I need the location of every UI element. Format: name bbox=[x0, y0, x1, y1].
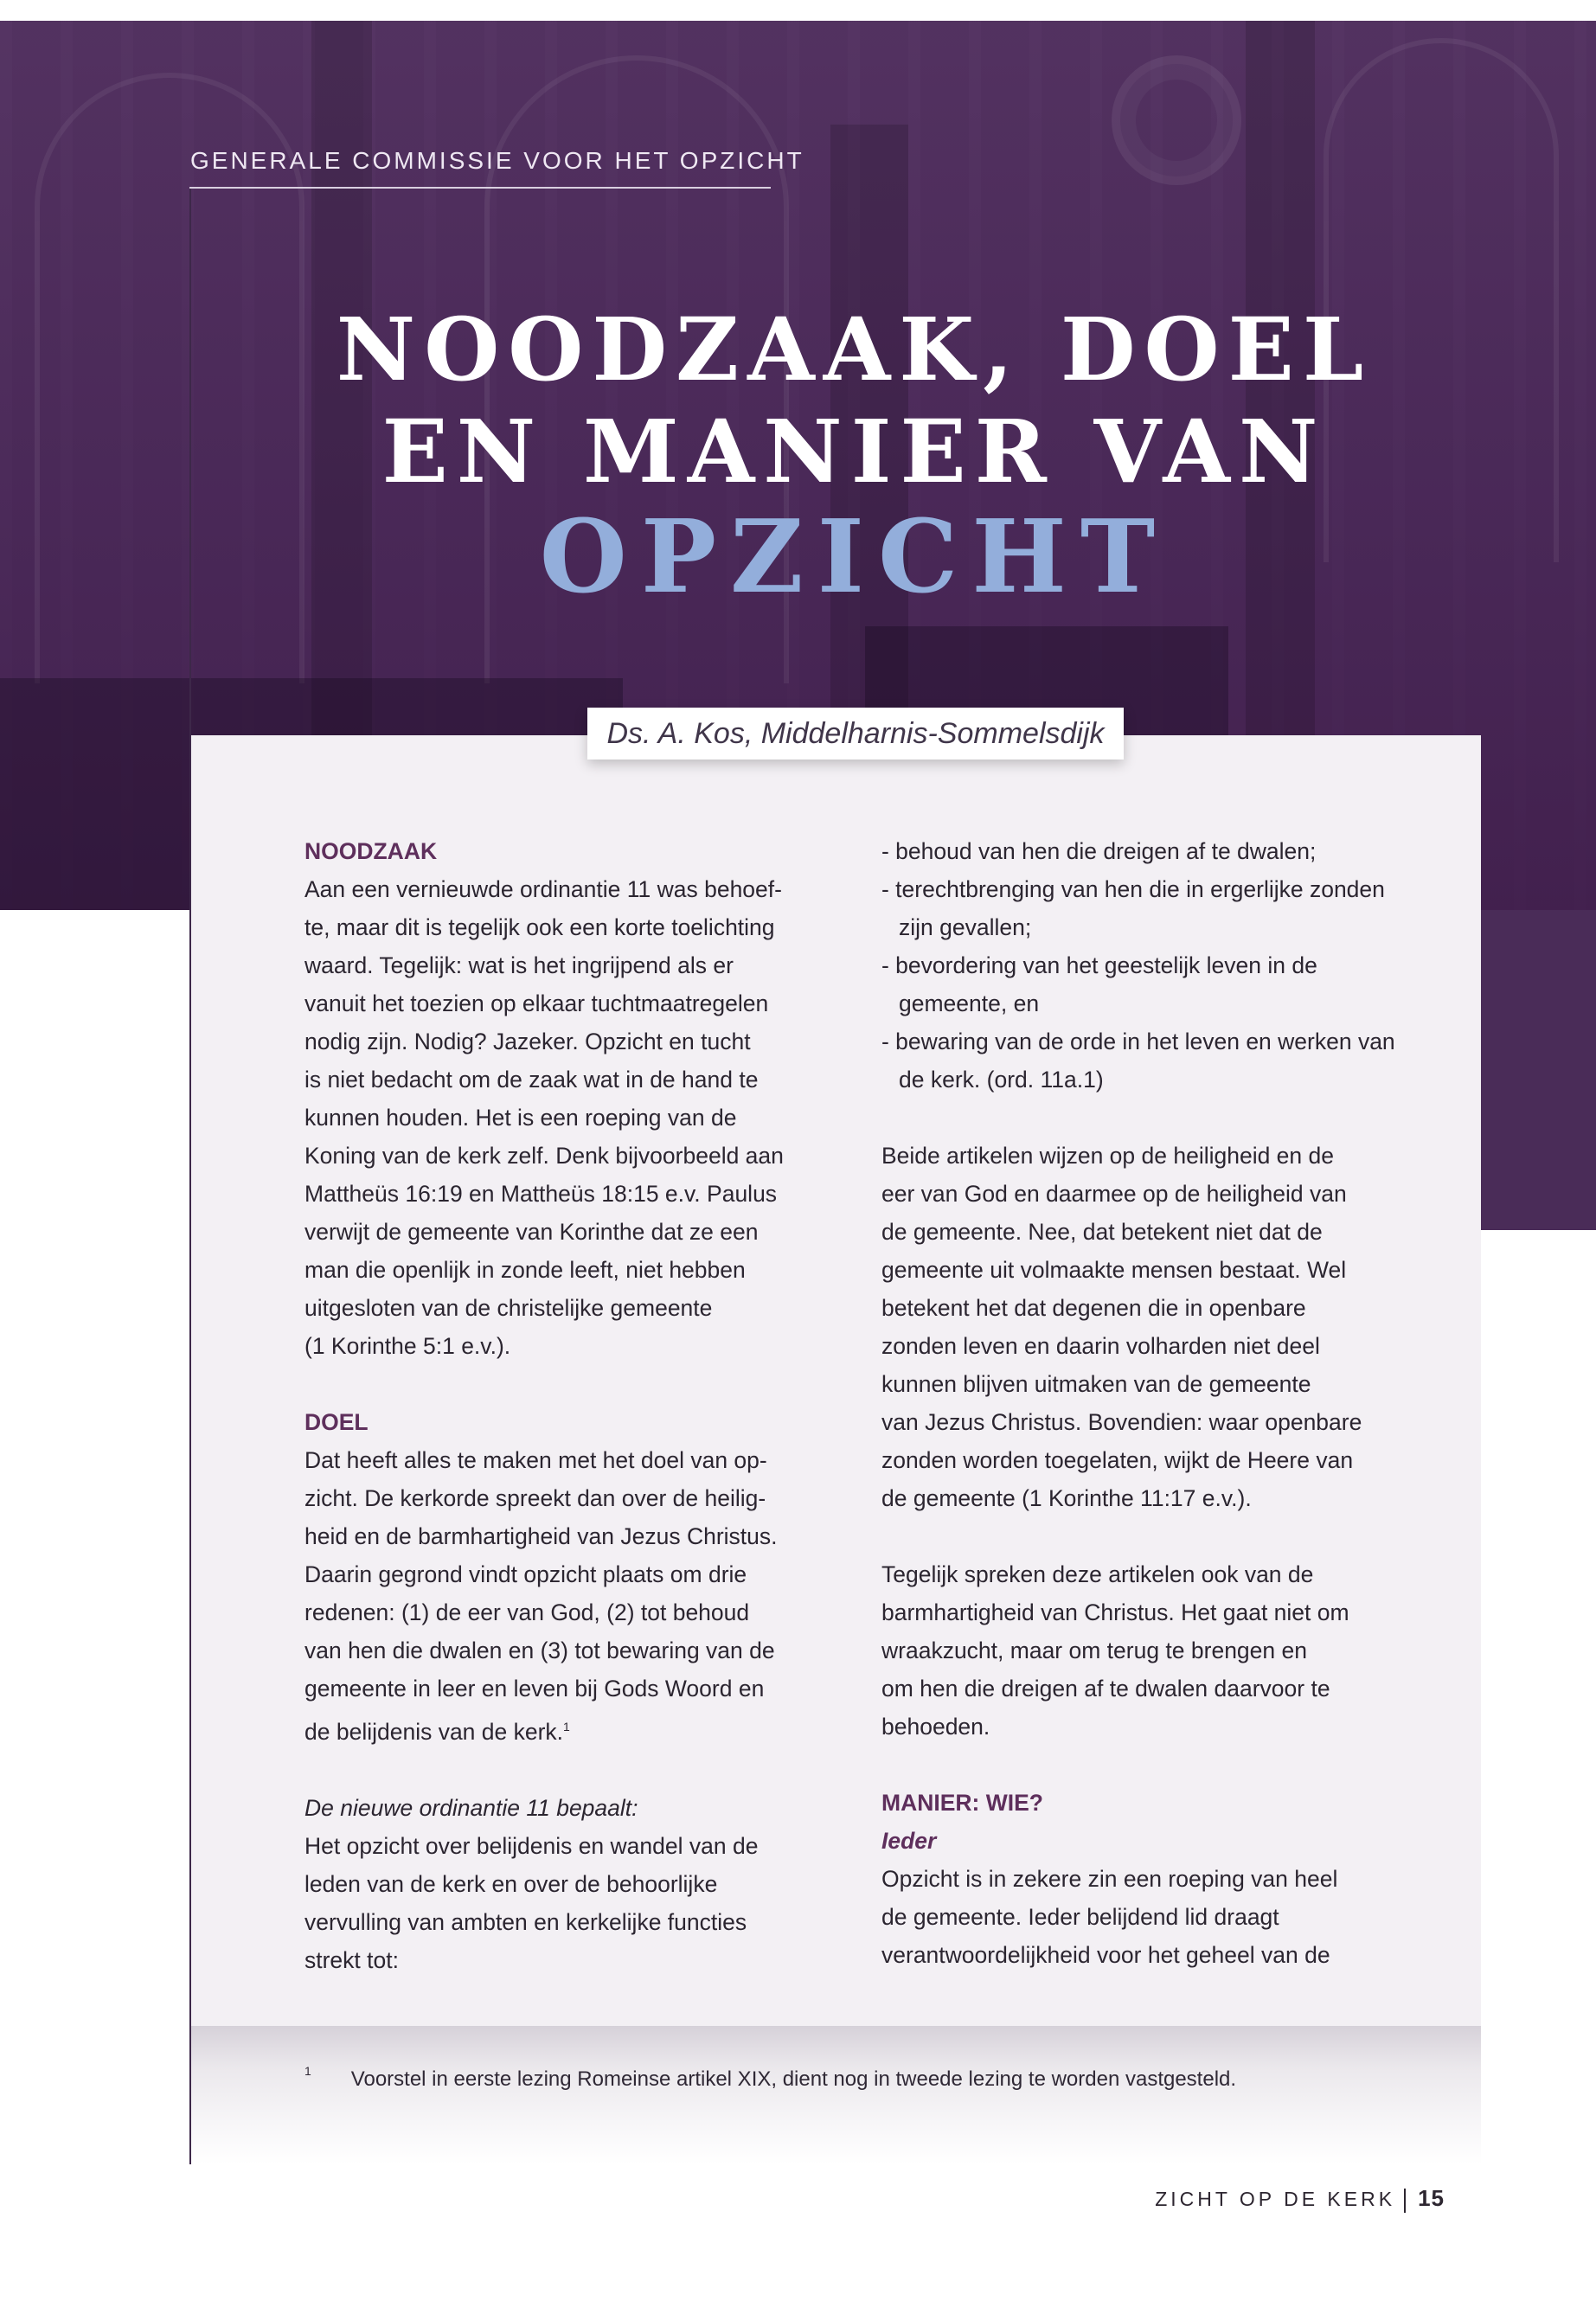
text-line: Tegelijk spreken deze artikelen ook van de bbox=[881, 1561, 1314, 1587]
footnote-area bbox=[190, 2026, 1481, 2164]
footnote-text: Voorstel in eerste lezing Romeinse artikel XIX, dient nog in tweede lezing te worden vastgesteld. bbox=[350, 2067, 1237, 2091]
paragraph-ieder bbox=[881, 1860, 1418, 1974]
magazine-name: ZICHT OP DE KERK bbox=[1155, 2188, 1396, 2210]
text-line: behoeden. bbox=[881, 1714, 990, 1740]
list-item: - behoud van hen die dreigen af te dwalen; bbox=[881, 838, 1317, 864]
subheading-ieder: Ieder bbox=[881, 1828, 937, 1854]
footnote bbox=[304, 2064, 1237, 2092]
section-label: GENERALE COMMISSIE VOOR HET OPZICHT bbox=[190, 147, 804, 174]
title-accent: OPZICHT bbox=[539, 498, 1170, 616]
text-line: Beide artikelen wijzen op de heiligheid en de bbox=[881, 1143, 1334, 1169]
heading-doel: DOEL bbox=[304, 1409, 369, 1435]
text-line: te, maar dit is tegelijk ook een korte toelichting bbox=[304, 914, 775, 940]
ordinance-list bbox=[881, 832, 1418, 1099]
text-line: Aan een vernieuwde ordinantie 11 was behoef- bbox=[304, 876, 782, 902]
text-line: Koning van de kerk zelf. Denk bijvoorbeeld aan bbox=[304, 1143, 784, 1169]
text-line: zicht. De kerkorde spreekt dan over de heilig- bbox=[304, 1485, 766, 1511]
text-line: heid en de barmhartigheid van Jezus Christus. bbox=[304, 1523, 778, 1549]
text-line: strekt tot: bbox=[304, 1946, 399, 1973]
text-line: eer van God en daarmee op de heiligheid van bbox=[881, 1181, 1347, 1207]
text-line: zonden worden toegelaten, wijkt de Heere van bbox=[881, 1447, 1354, 1473]
text-line: barmhartigheid van Christus. Het gaat niet om bbox=[881, 1599, 1349, 1625]
list-item: - terechtbrenging van hen die in ergerlijke zonden zijn gevallen; bbox=[881, 876, 1385, 940]
footnote-mark: 1 bbox=[304, 2064, 311, 2078]
text-line: Mattheüs 16:19 en Mattheüs 18:15 e.v. Paulus bbox=[304, 1181, 778, 1207]
text-line: vervulling van ambten en kerkelijke functies bbox=[304, 1908, 747, 1935]
page-footer bbox=[1155, 2185, 1445, 2213]
title-line-2: EN MANIER VAN bbox=[381, 401, 1327, 503]
text-line: verwijt de gemeente van Korinthe dat ze een bbox=[304, 1219, 759, 1245]
text-line: uitgesloten van de christelijke gemeente bbox=[304, 1295, 713, 1321]
text-line: leden van de kerk en over de behoorlijke bbox=[304, 1870, 718, 1897]
paragraph-doel bbox=[304, 1441, 832, 1751]
text-line: betekent het dat degenen die in openbare bbox=[881, 1295, 1306, 1321]
text-line: gemeente in leer en leven bij Gods Woord en bbox=[304, 1676, 765, 1702]
text-line: kunnen houden. Het is een roeping van de bbox=[304, 1105, 737, 1131]
heading-noodzaak: NOODZAAK bbox=[304, 838, 438, 864]
text-line: wraakzucht, maar om terug te brengen en bbox=[881, 1638, 1307, 1663]
text-line: de belijdenis van de kerk.$^1$ bbox=[304, 1718, 570, 1745]
text-line: om hen die dreigen af te dwalen daarvoor te bbox=[881, 1676, 1330, 1702]
purple-side-band bbox=[1481, 910, 1596, 1230]
text-line: (1 Korinthe 5:1 e.v.). bbox=[304, 1333, 511, 1359]
text-line: de gemeente (1 Korinthe 11:17 e.v.). bbox=[881, 1485, 1252, 1511]
text-line: vanuit het toezien op elkaar tuchtmaatregelen bbox=[304, 990, 769, 1016]
left-column bbox=[304, 832, 832, 1979]
frame-left-line bbox=[189, 189, 191, 2164]
text-line: Dat heeft alles te maken met het doel van op- bbox=[304, 1447, 767, 1473]
paragraph-heiligheid bbox=[881, 1137, 1418, 1517]
page-number: 15 bbox=[1418, 2185, 1445, 2211]
text-line: van Jezus Christus. Bovendien: waar openbare bbox=[881, 1409, 1362, 1435]
footnote-reference: 1 bbox=[563, 1720, 570, 1734]
paragraph-noodzaak bbox=[304, 870, 832, 1365]
text-line: Het opzicht over belijdenis en wandel van de bbox=[304, 1832, 759, 1859]
footer-separator bbox=[1404, 2189, 1406, 2213]
author-byline: Ds. A. Kos, Middelharnis-Sommelsdijk bbox=[587, 708, 1124, 760]
text-line: de gemeente. Ieder belijdend lid draagt bbox=[881, 1904, 1279, 1930]
text-line: de gemeente. Nee, dat betekent niet dat de bbox=[881, 1219, 1323, 1245]
text-line: nodig zijn. Nodig? Jazeker. Opzicht en tucht bbox=[304, 1029, 751, 1054]
paragraph-ordinance bbox=[304, 1827, 832, 1979]
title-line-1: NOODZAAK, DOEL bbox=[336, 298, 1373, 401]
text-line: gemeente uit volmaakte mensen bestaat. Wel bbox=[881, 1257, 1347, 1283]
text-line: kunnen blijven uitmaken van de gemeente bbox=[881, 1371, 1311, 1397]
section-label-underline bbox=[189, 187, 771, 189]
text-line: van hen die dwalen en (3) tot bewaring van de bbox=[304, 1638, 775, 1663]
right-column bbox=[881, 832, 1418, 1974]
text-line: is niet bedacht om de zaak wat in de hand te bbox=[304, 1067, 759, 1093]
text-line: zonden leven en daarin volharden niet deel bbox=[881, 1333, 1320, 1359]
text-line: waard. Tegelijk: wat is het ingrijpend als er bbox=[304, 952, 734, 978]
ordinance-intro: De nieuwe ordinantie 11 bepaalt: bbox=[304, 1794, 638, 1821]
text-line: man die openlijk in zonde leeft, niet hebben bbox=[304, 1257, 746, 1283]
text-line: verantwoordelijkheid voor het geheel van de bbox=[881, 1942, 1330, 1968]
paragraph-barmhartigheid bbox=[881, 1555, 1418, 1746]
list-item: - bevordering van het geestelijk leven in de gemeente, en bbox=[881, 952, 1317, 1016]
text-line: Opzicht is in zekere zin een roeping van heel bbox=[881, 1866, 1338, 1892]
text-line: redenen: (1) de eer van God, (2) tot behoud bbox=[304, 1599, 750, 1625]
text-line: Daarin gegrond vindt opzicht plaats om drie bbox=[304, 1561, 747, 1587]
article-title bbox=[190, 298, 1518, 616]
list-item: - bewaring van de orde in het leven en werken van de kerk. (ord. 11a.1) bbox=[881, 1029, 1395, 1093]
heading-manier-wie: MANIER: WIE? bbox=[881, 1790, 1043, 1816]
